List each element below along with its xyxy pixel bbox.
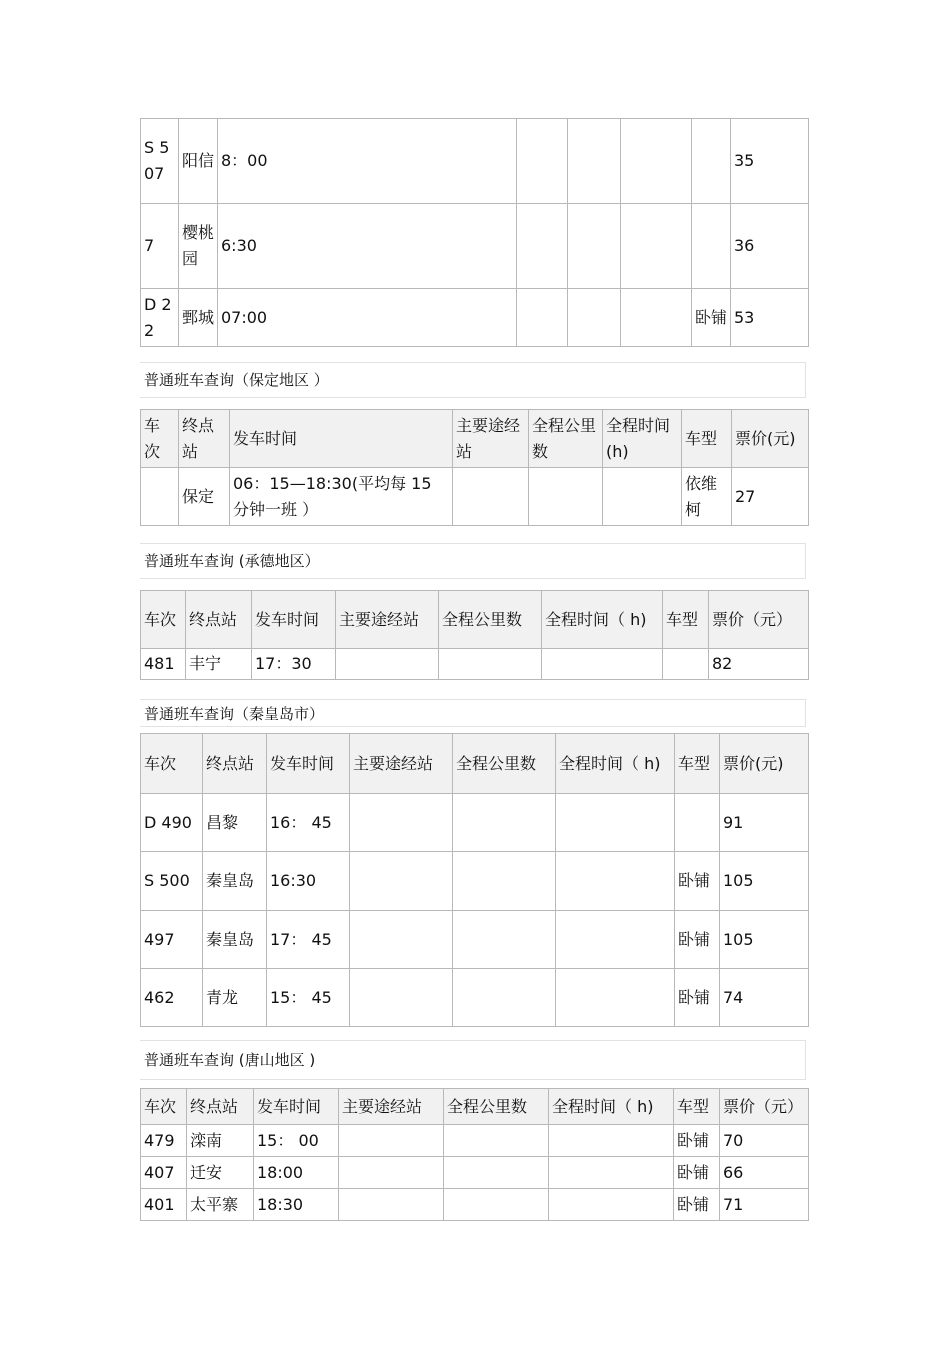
- cell-duration: [556, 794, 675, 852]
- cell-trip-no: 481: [141, 649, 186, 680]
- header-trip-no: 车次: [141, 1089, 187, 1125]
- cell-price: 27: [732, 468, 809, 526]
- cell-bus-type: [675, 794, 720, 852]
- cell-terminal: 保定: [179, 468, 230, 526]
- cell-via: [350, 852, 453, 911]
- cell-price: 35: [731, 119, 809, 204]
- cell-bus-type: 卧铺: [675, 969, 720, 1027]
- schedule-table-baoding: [140, 409, 808, 526]
- cell-price: 91: [720, 794, 809, 852]
- cell-trip-no: D 490: [141, 794, 203, 852]
- header-depart-time: 发车时间: [254, 1089, 339, 1125]
- cell-depart-time: 17： 45: [267, 911, 350, 969]
- header-duration: 全程时间（ h): [556, 734, 675, 794]
- table-row: [141, 911, 809, 969]
- cell-price: 105: [720, 911, 809, 969]
- cell-terminal: 秦皇岛: [203, 852, 267, 911]
- cell-terminal: 阳信: [179, 119, 218, 204]
- cell-terminal: 樱桃园: [179, 204, 218, 289]
- header-via: 主要途经站: [336, 591, 439, 649]
- cell-bus-type: 卧铺: [674, 1189, 720, 1221]
- header-terminal: 终点站: [203, 734, 267, 794]
- cell-bus-type: 卧铺: [674, 1125, 720, 1157]
- section-title-tangshan: 普通班车查询 (唐山地区 ): [140, 1040, 806, 1080]
- header-via: 主要途经站: [453, 410, 529, 468]
- cell-bus-type: 卧铺: [675, 852, 720, 911]
- cell-trip-no: 497: [141, 911, 203, 969]
- cell-distance: [568, 119, 621, 204]
- cell-duration: [621, 204, 692, 289]
- cell-trip-no: [141, 468, 179, 526]
- cell-duration: [603, 468, 682, 526]
- cell-depart-time: 15： 45: [267, 969, 350, 1027]
- cell-terminal: 青龙: [203, 969, 267, 1027]
- table-row: [141, 649, 809, 680]
- section-title-qinhuangdao: 普通班车查询（秦皇岛市）: [140, 699, 806, 727]
- table-row: [141, 204, 809, 289]
- header-duration: 全程时间（ h): [549, 1089, 674, 1125]
- header-bus-type: 车型: [663, 591, 709, 649]
- cell-terminal: 太平寨: [187, 1189, 254, 1221]
- schedule-table-chengde: [140, 590, 808, 680]
- header-distance: 全程公里数: [444, 1089, 549, 1125]
- cell-duration: [621, 289, 692, 347]
- table-row: [141, 289, 809, 347]
- cell-price: 82: [709, 649, 809, 680]
- schedule-table-tangshan: [140, 1088, 808, 1221]
- cell-price: 74: [720, 969, 809, 1027]
- cell-via: [339, 1189, 444, 1221]
- cell-price: 66: [720, 1157, 809, 1189]
- cell-via: [517, 204, 568, 289]
- cell-duration: [556, 969, 675, 1027]
- section-title-baoding: 普通班车查询（保定地区 ）: [140, 362, 806, 398]
- table-row: [141, 852, 809, 911]
- cell-duration: [549, 1125, 674, 1157]
- cell-terminal: 迁安: [187, 1157, 254, 1189]
- cell-trip-no: 407: [141, 1157, 187, 1189]
- cell-distance: [568, 204, 621, 289]
- cell-bus-type: 卧铺: [675, 911, 720, 969]
- cell-distance: [439, 649, 542, 680]
- header-distance: 全程公里数: [529, 410, 603, 468]
- schedule-table-qinhuangdao: [140, 733, 808, 1027]
- cell-terminal: 丰宁: [186, 649, 252, 680]
- cell-bus-type: [663, 649, 709, 680]
- header-bus-type: 车型: [674, 1089, 720, 1125]
- table-row: [141, 119, 809, 204]
- header-terminal: 终点站: [187, 1089, 254, 1125]
- header-bus-type: 车型: [682, 410, 732, 468]
- cell-trip-no: S 507: [141, 119, 179, 204]
- cell-duration: [556, 852, 675, 911]
- header-bus-type: 车型: [675, 734, 720, 794]
- header-depart-time: 发车时间: [230, 410, 453, 468]
- cell-depart-time: 06：15—18:30(平均每 15 分钟一班 ）: [230, 468, 453, 526]
- cell-distance: [453, 852, 556, 911]
- cell-bus-type: [692, 119, 731, 204]
- cell-duration: [556, 911, 675, 969]
- header-trip-no: 车次: [141, 410, 179, 468]
- cell-depart-time: 15： 00: [254, 1125, 339, 1157]
- cell-distance: [444, 1125, 549, 1157]
- header-price: 票价(元): [732, 410, 809, 468]
- cell-price: 71: [720, 1189, 809, 1221]
- cell-depart-time: 6:30: [218, 204, 517, 289]
- table-header-row: [141, 410, 809, 468]
- cell-terminal: 鄄城: [179, 289, 218, 347]
- header-price: 票价（元）: [709, 591, 809, 649]
- header-terminal: 终点站: [179, 410, 230, 468]
- header-trip-no: 车次: [141, 591, 186, 649]
- cell-via: [517, 289, 568, 347]
- section-title-chengde: 普通班车查询 (承德地区）: [140, 543, 806, 579]
- cell-distance: [529, 468, 603, 526]
- cell-depart-time: 8：00: [218, 119, 517, 204]
- header-depart-time: 发车时间: [267, 734, 350, 794]
- table-header-row: [141, 734, 809, 794]
- table-row: [141, 794, 809, 852]
- header-trip-no: 车次: [141, 734, 203, 794]
- cell-duration: [549, 1157, 674, 1189]
- cell-trip-no: 7: [141, 204, 179, 289]
- header-price: 票价(元): [720, 734, 809, 794]
- schedule-table-continued: [140, 118, 808, 347]
- header-distance: 全程公里数: [439, 591, 542, 649]
- cell-via: [339, 1157, 444, 1189]
- cell-trip-no: S 500: [141, 852, 203, 911]
- cell-depart-time: 07:00: [218, 289, 517, 347]
- cell-depart-time: 16： 45: [267, 794, 350, 852]
- cell-trip-no: 401: [141, 1189, 187, 1221]
- header-duration: 全程时间(h): [603, 410, 682, 468]
- cell-distance: [444, 1189, 549, 1221]
- cell-trip-no: 462: [141, 969, 203, 1027]
- cell-depart-time: 18:30: [254, 1189, 339, 1221]
- cell-via: [350, 969, 453, 1027]
- cell-price: 53: [731, 289, 809, 347]
- table-row: [141, 1125, 809, 1157]
- cell-terminal: 滦南: [187, 1125, 254, 1157]
- table-row: [141, 468, 809, 526]
- header-terminal: 终点站: [186, 591, 252, 649]
- cell-terminal: 秦皇岛: [203, 911, 267, 969]
- table-row: [141, 1189, 809, 1221]
- header-price: 票价（元）: [720, 1089, 809, 1125]
- cell-duration: [549, 1189, 674, 1221]
- table-header-row: [141, 591, 809, 649]
- cell-price: 70: [720, 1125, 809, 1157]
- header-depart-time: 发车时间: [252, 591, 336, 649]
- cell-terminal: 昌黎: [203, 794, 267, 852]
- cell-distance: [568, 289, 621, 347]
- cell-distance: [453, 794, 556, 852]
- cell-price: 36: [731, 204, 809, 289]
- cell-via: [350, 911, 453, 969]
- cell-duration: [621, 119, 692, 204]
- table-row: [141, 1157, 809, 1189]
- cell-via: [336, 649, 439, 680]
- cell-depart-time: 17：30: [252, 649, 336, 680]
- table-row: [141, 969, 809, 1027]
- cell-via: [339, 1125, 444, 1157]
- cell-trip-no: D 22: [141, 289, 179, 347]
- cell-bus-type: [692, 204, 731, 289]
- cell-depart-time: 18:00: [254, 1157, 339, 1189]
- cell-trip-no: 479: [141, 1125, 187, 1157]
- cell-distance: [444, 1157, 549, 1189]
- cell-bus-type: 依维柯: [682, 468, 732, 526]
- cell-distance: [453, 911, 556, 969]
- cell-bus-type: 卧铺: [674, 1157, 720, 1189]
- table-header-row: [141, 1089, 809, 1125]
- header-via: 主要途经站: [350, 734, 453, 794]
- cell-via: [453, 468, 529, 526]
- cell-distance: [453, 969, 556, 1027]
- cell-bus-type: 卧铺: [692, 289, 731, 347]
- header-duration: 全程时间（ h): [542, 591, 663, 649]
- header-via: 主要途经站: [339, 1089, 444, 1125]
- header-distance: 全程公里数: [453, 734, 556, 794]
- cell-depart-time: 16:30: [267, 852, 350, 911]
- cell-price: 105: [720, 852, 809, 911]
- cell-via: [517, 119, 568, 204]
- cell-via: [350, 794, 453, 852]
- cell-duration: [542, 649, 663, 680]
